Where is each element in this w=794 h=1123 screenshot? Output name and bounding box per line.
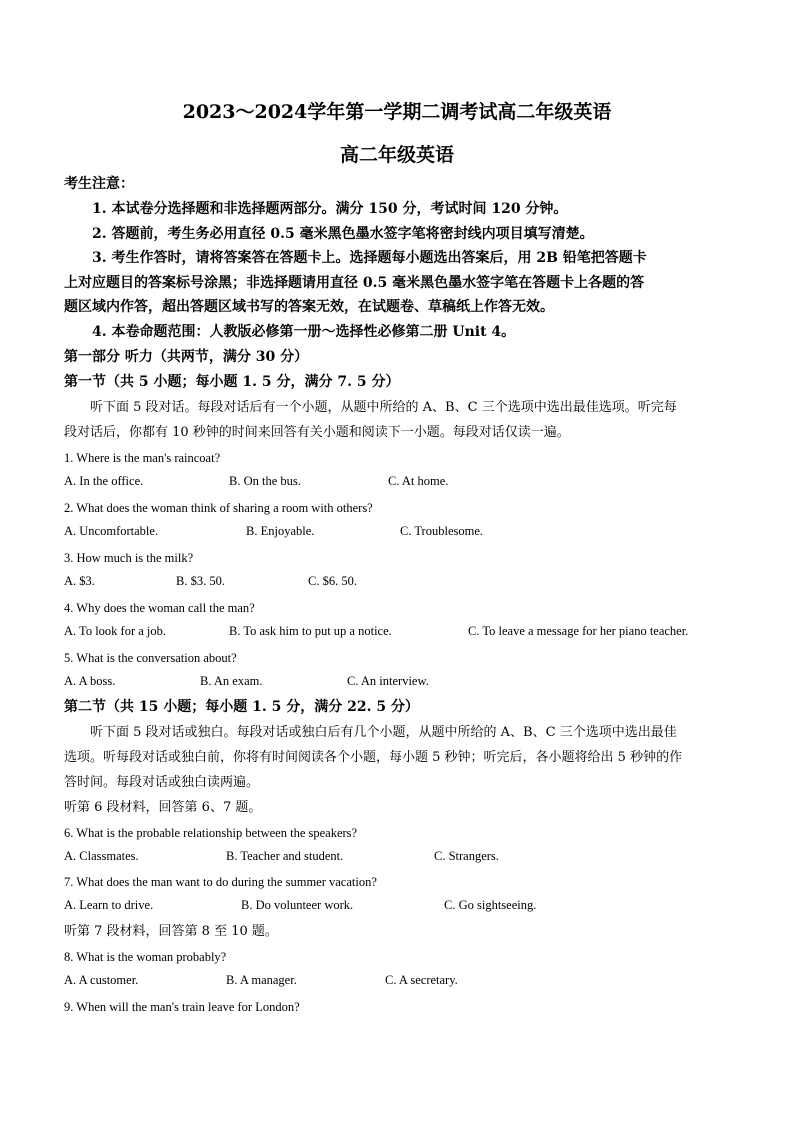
question-1-option-a: A. In the office. bbox=[64, 474, 144, 488]
question-2-option-b: B. Enjoyable. bbox=[246, 524, 315, 538]
page-title: 2023～2024学年第一学期二调考试高二年级英语 bbox=[182, 101, 612, 123]
question-6-option-a: A. Classmates. bbox=[64, 849, 139, 863]
question-4-option-c: C. To leave a message for her piano teacher. bbox=[468, 624, 689, 638]
question-2-option-c: C. Troublesome. bbox=[400, 524, 484, 538]
question-4-option-b: B. To ask him to put up a notice. bbox=[229, 624, 392, 638]
notice-item-3-cont2: 题区域内作答，超出答题区域书写的答案无效，在试题卷、草稿纸上作答无效。 bbox=[64, 299, 554, 315]
question-2: 2. What does the woman think of sharing a room with others? bbox=[64, 501, 373, 515]
section2-instructions-cont: 选项。听每段对话或独白前，你将有时间阅读各个小题，每小题 5 秒钟；听完后，各小题将给出 5 秒钟的作 bbox=[64, 750, 683, 765]
question-2-option-a: A. Uncomfortable. bbox=[64, 524, 159, 538]
question-8-option-b: B. A manager. bbox=[226, 973, 297, 987]
question-5-option-b: B. An exam. bbox=[200, 674, 263, 688]
page-subtitle: 高二年级英语 bbox=[339, 144, 454, 166]
part1-heading: 第一部分 听力（共两节，满分 30 分） bbox=[64, 349, 309, 365]
question-4: 4. Why does the woman call the man? bbox=[64, 601, 255, 615]
section1-instructions-cont: 段对话后，你都有 10 秒钟的时间来回答有关小题和阅读下一小题。每段对话仅读一遍。 bbox=[64, 425, 570, 440]
notice-item-1: 1. 本试卷分选择题和非选择题两部分。满分 150 分，考试时间 120 分钟。 bbox=[92, 201, 568, 217]
question-5: 5. What is the conversation about? bbox=[64, 651, 237, 665]
notice-item-3-cont: 上对应题目的答案标号涂黑；非选择题请用直径 0.5 毫米黑色墨水签字笔在答题卡上各题的答 bbox=[64, 275, 645, 291]
question-1-option-c: C. At home. bbox=[388, 474, 449, 488]
question-8: 8. What is the woman probably? bbox=[64, 950, 227, 964]
question-7-option-b: B. Do volunteer work. bbox=[241, 898, 354, 912]
question-6-option-b: B. Teacher and student. bbox=[226, 849, 344, 863]
question-8-option-c: C. A secretary. bbox=[385, 973, 458, 987]
material-7-instruction: 听第 7 段材料，回答第 8 至 10 题。 bbox=[64, 924, 278, 939]
question-7-option-c: C. Go sightseeing. bbox=[444, 898, 537, 912]
question-7: 7. What does the man want to do during the summer vacation? bbox=[64, 875, 377, 889]
notice-item-3: 3. 考生作答时，请将答案答在答题卡上。选择题每小题选出答案后，用 2B 铅笔把答题卡 bbox=[92, 250, 647, 266]
section1-instructions: 听下面 5 段对话。每段对话后有一个小题，从题中所给的 A、B、C 三个选项中选出最佳选项。听完每 bbox=[90, 400, 677, 415]
notice-heading: 考生注意： bbox=[64, 176, 134, 192]
notice-item-2: 2. 答题前，考生务必用直径 0.5 毫米黑色墨水签字笔将密封线内项目填写清楚。 bbox=[92, 226, 594, 242]
question-9: 9. When will the man's train leave for London? bbox=[64, 1000, 300, 1014]
question-1: 1. Where is the man's raincoat? bbox=[64, 451, 221, 465]
question-3: 3. How much is the milk? bbox=[64, 551, 194, 565]
question-3-option-c: C. $6. 50. bbox=[308, 574, 357, 588]
question-6-option-c: C. Strangers. bbox=[434, 849, 499, 863]
question-6: 6. What is the probable relationship between the speakers? bbox=[64, 826, 358, 840]
question-4-option-a: A. To look for a job. bbox=[64, 624, 167, 638]
question-7-option-a: A. Learn to drive. bbox=[64, 898, 154, 912]
section2-instructions-cont2: 答时间。每段对话或独白读两遍。 bbox=[64, 775, 260, 790]
section2-instructions: 听下面 5 段对话或独白。每段对话或独白后有几个小题，从题中所给的 A、B、C 三个选项中选出最佳 bbox=[90, 725, 677, 740]
material-6-instruction: 听第 6 段材料，回答第 6、7 题。 bbox=[64, 800, 262, 815]
notice-item-4: 4. 本卷命题范围：人教版必修第一册～选择性必修第二册 Unit 4。 bbox=[92, 324, 516, 340]
question-3-option-a: A. $3. bbox=[64, 574, 95, 588]
question-3-option-b: B. $3. 50. bbox=[176, 574, 225, 588]
question-8-option-a: A. A customer. bbox=[64, 973, 139, 987]
section2-heading: 第二节（共 15 小题；每小题 1. 5 分，满分 22. 5 分） bbox=[64, 699, 419, 715]
question-1-option-b: B. On the bus. bbox=[229, 474, 301, 488]
question-5-option-a: A. A boss. bbox=[64, 674, 116, 688]
section1-heading: 第一节（共 5 小题；每小题 1. 5 分，满分 7. 5 分） bbox=[64, 374, 400, 390]
question-5-option-c: C. An interview. bbox=[347, 674, 429, 688]
